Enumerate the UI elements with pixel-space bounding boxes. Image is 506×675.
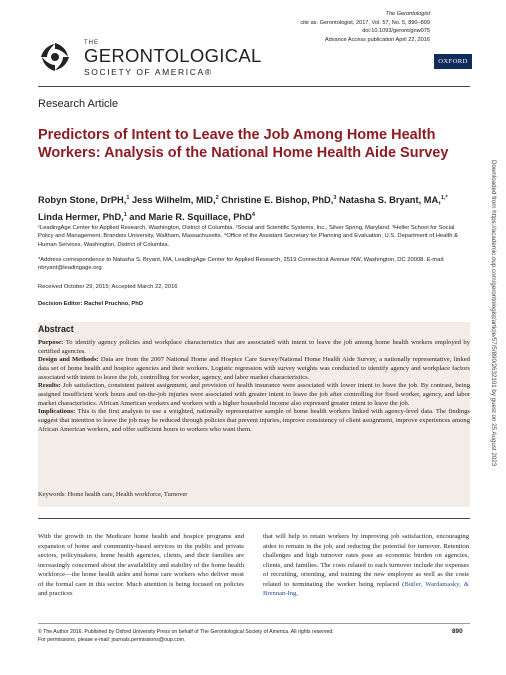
abstract-body [38,339,470,434]
download-note-text: Downloaded from https://academic.oup.com/gerontologist/article/57/5/890/2632101 by guest on 25 August 2023 [490,160,497,467]
cite-as: cite as: Gerontologist, 2017, Vol. 57, No. 5, 890–899 [300,19,430,26]
keywords [38,491,187,498]
author[interactable]: Linda Hermer, PhD, [38,212,124,223]
section-label: Research Article [38,98,119,110]
body-column-left: With the growth in the Medicare home health and hospice programs and expansion of home and community-based services in the public and private sectors, policymakers, home health agencies, clients, and their families are increasingly concerned about the availability and stability of the home health workforce—the home health aides and home care workers who deliver most of the formal care in this sector. Much attention is being focused on policies and practices [38,533,244,597]
abstract-divider [38,518,470,519]
abstract-section: Design and Methods: Data are from the 2007 National Home and Hospice Care Survey/National Home Health Aide Survey, a nationally representative, linked data set of home health and hospice agencies and their workers. Logistic regression with survey weights was conducted to identify agency and workplace factors associated with intent to leave the job, controlling for worker, agency, and labor market characteristics. [38,356,470,381]
keywords-list: Home health care, Health workforce, Turnover [67,491,188,498]
author-list: Robyn Stone, DrPH,$^1$ Jess Wilhelm, MID,$^2$ Christine E. Bishop, PhD,$^3$ Natasha S. Bryant, MA,$^{1,*}$ Linda Hermer, PhD,$^1$ and Marie R. Squillace, PhD$^4$ [38,195,448,223]
society-logo-icon [38,40,72,74]
author[interactable]: Christine E. Bishop, PhD, [221,195,334,206]
header-divider [38,86,470,87]
abstract-section: Results: Job satisfaction, consistent patient assignment, and provision of health insurance were associated with lower intent to leave the job. By contrast, being assigned insufficient work hours and on-the-job injuries were associated with greater intent to leave the job after controlling for fixed worker, agency, and labor market characteristics. African American workers and workers with a higher household income also expressed greater intent to leave the job. [38,382,471,407]
reference-link[interactable]: Butler, Wardamasky, & Brennan-Ing, [263,580,469,597]
received-dates: Received October 29, 2015; Accepted March 22, 2016 [38,284,178,290]
abstract-section: Implications: This is the first analysis to use a weighted, nationally representative sample of home health workers linked with agency-level data. The findings suggest that intention to leave the job may be reduced through policies that prevent injuries, improve consistency of client assignment, improve experiences among African American workers, and offer sufficient hours to workers who want them. [38,408,470,433]
society-the: THE [84,40,99,46]
permissions: For permissions, please e-mail: journals.permissions@oup.com. [38,637,186,644]
citation-block [282,10,430,44]
body-column-right: that will help to retain workers by improving job satisfaction, encouraging aides to remain in the job, and reducing the potential for turnover. Retention challenges and high turnover rates pose an economic burden on agencies, clients, and families. The costs related to each turnover include the expenses of recruiting, orienting, and training the new employee as well as the costs related to terminating the worker being replaced (Butler, Wardamasky, & Brennan-Ing, [263,533,469,597]
correspondence: *Address correspondence to Natasha S. Bryant, MA, LeadingAge Center for Applied Research, 2519 Connecticut Avenue NW, Washington, DC 20008. E-mail: nbryant@leadingage.org [38,257,445,272]
author[interactable]: Natasha S. Bryant, MA, [339,195,441,206]
author[interactable]: Jess Wilhelm, MID, [131,195,216,206]
footer [38,628,470,644]
journal-name: The Gerontologist [385,11,430,17]
abstract-heading: Abstract [38,324,74,334]
author[interactable]: Robyn Stone, DrPH, [38,195,127,206]
copyright: © The Author 2016. Published by Oxford University Press on behalf of The Gerontological Society of America. All rights reserved. [38,629,334,635]
doi-link[interactable]: doi:10.1093/geront/gnw075 [362,28,430,35]
page-number: 890 [452,628,463,635]
decision-editor: Decision Editor: Rachel Pruchno, PhD [38,301,144,307]
article-title: Predictors of Intent to Leave the Job Among Home Health Workers: Analysis of the National Home Health Aide Survey [38,127,449,161]
advance-access: Advance Access publication April 22, 2016 [324,36,430,43]
download-note [488,160,498,520]
footer-divider [38,623,470,624]
journal-header [38,10,470,76]
author[interactable]: and Marie R. Squillace, PhD [129,212,252,223]
society-name: GERONTOLOGICAL [84,45,262,66]
abstract-section: Purpose: To identify agency policies and workplace characteristics that are associated with intent to leave the job among home health workers employed by certified agencies. [38,339,470,355]
affiliations: ¹LeadingAge Center for Applied Research, Washington, District of Columbia. ²Social and Scientific Systems, Inc., Silver Spring, Maryland. ³Heller School for Social Policy and Management, Brandeis University, Waltham, Massachusetts. ⁴Office of the Assistant Secretary for Planning and Evaluation, U.S. Department of Health & Human Services, Washington, District of Columbia. [38,225,458,248]
keywords-label: Keywords: [38,491,67,498]
oxford-badge: OXFORD [434,54,472,69]
society-subtitle: SOCIETY OF AMERICA® [84,67,213,77]
